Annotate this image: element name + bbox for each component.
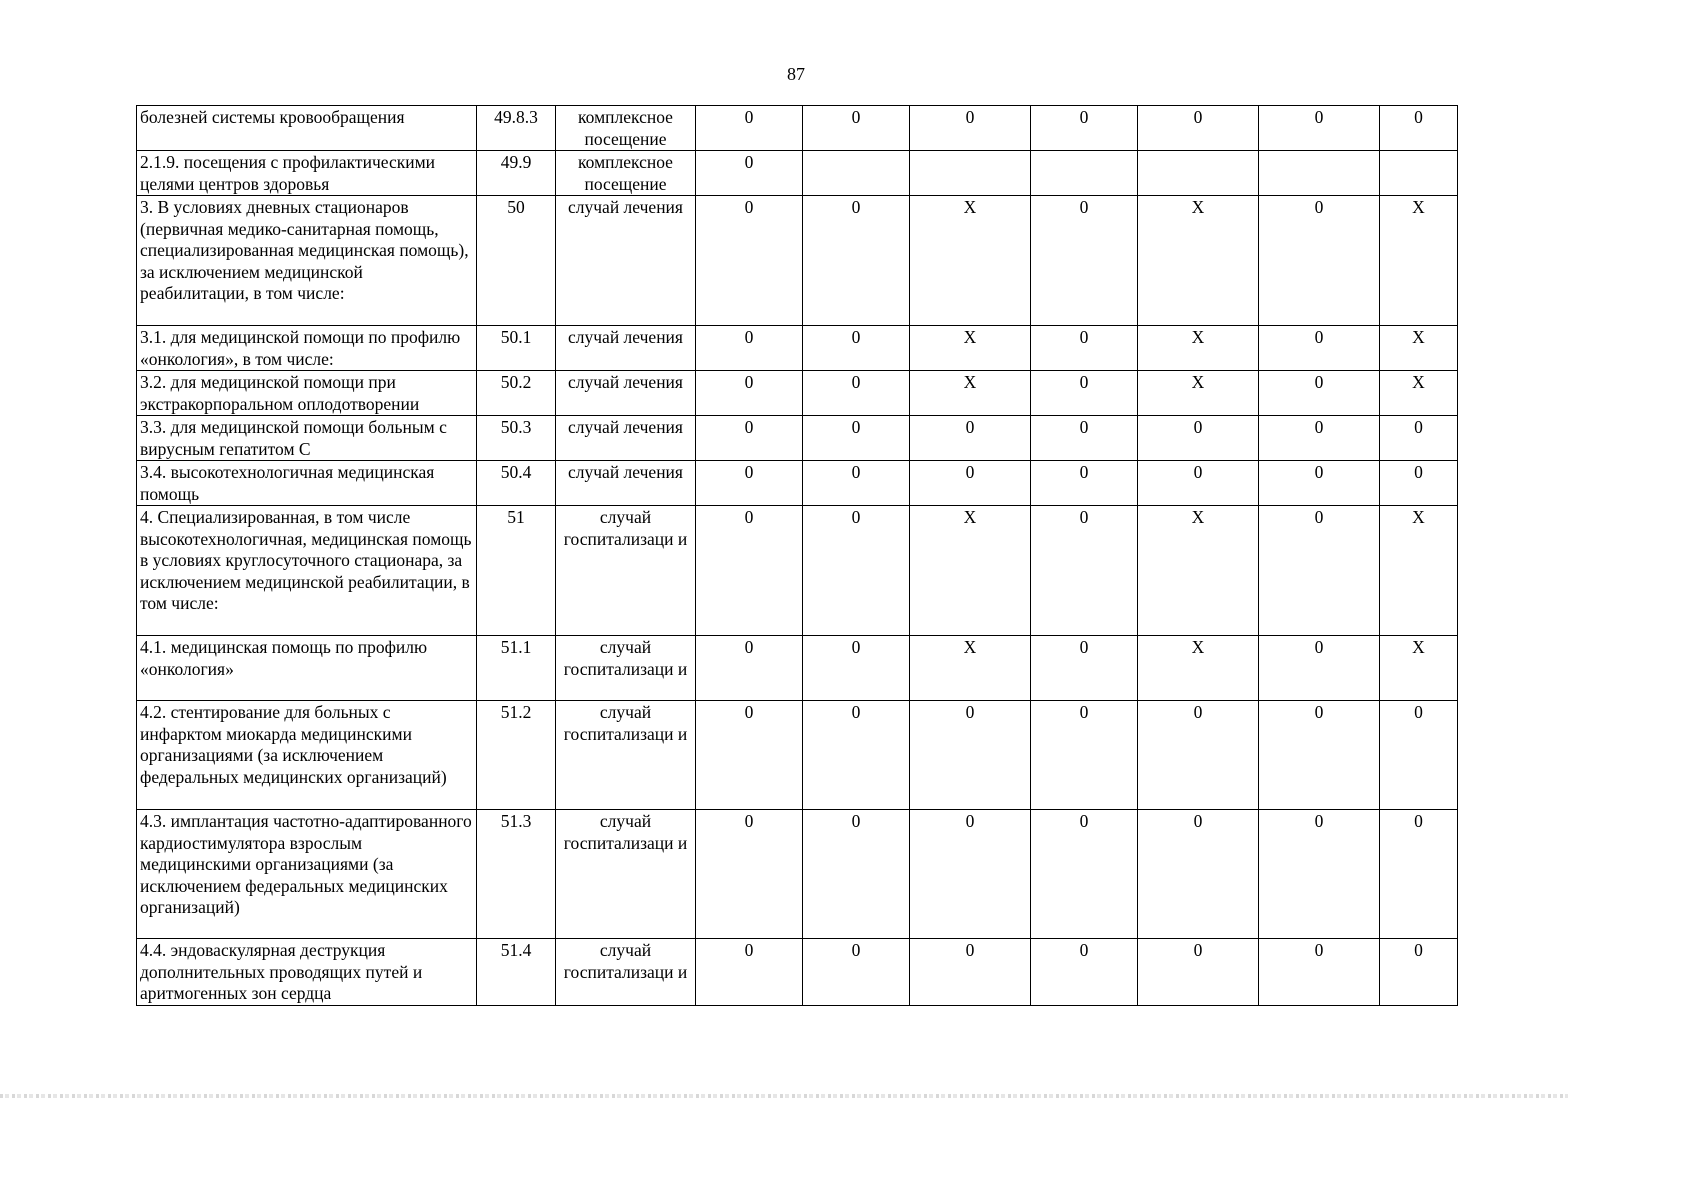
row-value — [1259, 151, 1380, 196]
row-code: 51.2 — [477, 701, 556, 810]
row-unit: случай госпитализаци и — [556, 939, 696, 1006]
table-row — [137, 701, 1458, 810]
row-value: 0 — [910, 106, 1031, 151]
row-value: 0 — [696, 151, 803, 196]
row-value — [1380, 151, 1458, 196]
row-value: 0 — [910, 701, 1031, 810]
row-value: 0 — [803, 196, 910, 326]
row-value: X — [1380, 326, 1458, 371]
row-value: X — [910, 371, 1031, 416]
table-row — [137, 506, 1458, 636]
row-value: 0 — [1259, 701, 1380, 810]
row-code: 51.4 — [477, 939, 556, 1006]
row-value: 0 — [696, 461, 803, 506]
row-description: 3. В условиях дневных стационаров (первичная медико-санитарная помощь, специализированная медицинская помощь), за исключением медицинской реабилитации, в том числе: — [137, 196, 477, 326]
row-value: X — [1138, 371, 1259, 416]
row-value: 0 — [803, 371, 910, 416]
row-value: 0 — [696, 701, 803, 810]
table-body — [137, 106, 1458, 1006]
row-code: 50 — [477, 196, 556, 326]
table-row — [137, 939, 1458, 1006]
row-description: 3.3. для медицинской помощи больным с вирусным гепатитом С — [137, 416, 477, 461]
row-value: 0 — [1031, 461, 1138, 506]
row-code: 49.8.3 — [477, 106, 556, 151]
row-value: 0 — [910, 939, 1031, 1006]
row-value: 0 — [1259, 810, 1380, 939]
row-value: 0 — [1259, 939, 1380, 1006]
row-value: 0 — [696, 196, 803, 326]
row-value: 0 — [803, 506, 910, 636]
row-value: 0 — [1380, 416, 1458, 461]
row-value: 0 — [803, 461, 910, 506]
row-value: 0 — [803, 326, 910, 371]
row-unit: случай госпитализаци и — [556, 810, 696, 939]
row-value: X — [1138, 506, 1259, 636]
row-value: 0 — [803, 636, 910, 701]
table-row — [137, 636, 1458, 701]
row-value: 0 — [696, 636, 803, 701]
row-value: 0 — [696, 506, 803, 636]
row-value: 0 — [1380, 461, 1458, 506]
page-number: 87 — [787, 64, 805, 84]
row-code: 50.1 — [477, 326, 556, 371]
row-value: 0 — [696, 939, 803, 1006]
row-unit: комплексное посещение — [556, 106, 696, 151]
row-description: 3.4. высокотехнологичная медицинская помощь — [137, 461, 477, 506]
row-code: 50.2 — [477, 371, 556, 416]
row-unit: случай лечения — [556, 461, 696, 506]
data-table — [136, 105, 1458, 1006]
row-code: 50.4 — [477, 461, 556, 506]
row-unit: случай госпитализаци и — [556, 506, 696, 636]
row-value: 0 — [1031, 636, 1138, 701]
row-value: 0 — [696, 810, 803, 939]
scan-artifact-line — [0, 1094, 1568, 1098]
row-unit: случай госпитализаци и — [556, 701, 696, 810]
table-row — [137, 810, 1458, 939]
row-unit: случай лечения — [556, 371, 696, 416]
row-value: 0 — [803, 106, 910, 151]
row-value: 0 — [803, 701, 910, 810]
row-value: 0 — [1259, 416, 1380, 461]
row-description: 4.1. медицинская помощь по профилю «онкология» — [137, 636, 477, 701]
row-value: X — [1380, 506, 1458, 636]
row-value: 0 — [696, 371, 803, 416]
row-value: 0 — [803, 416, 910, 461]
row-value: 0 — [1380, 810, 1458, 939]
table-row — [137, 151, 1458, 196]
row-value: 0 — [1138, 701, 1259, 810]
row-code: 51.3 — [477, 810, 556, 939]
row-code: 49.9 — [477, 151, 556, 196]
row-value: X — [1138, 196, 1259, 326]
row-value: 0 — [1259, 106, 1380, 151]
row-value: 0 — [1031, 416, 1138, 461]
row-unit: случай лечения — [556, 326, 696, 371]
row-value: 0 — [910, 416, 1031, 461]
row-value: 0 — [696, 106, 803, 151]
row-value: 0 — [803, 810, 910, 939]
row-value: 0 — [1380, 939, 1458, 1006]
row-value: 0 — [1138, 461, 1259, 506]
row-unit: случай лечения — [556, 196, 696, 326]
row-description: 3.2. для медицинской помощи при экстракорпоральном оплодотворении — [137, 371, 477, 416]
row-value — [803, 151, 910, 196]
row-value: 0 — [910, 461, 1031, 506]
row-value: X — [1138, 326, 1259, 371]
row-description: 4.4. эндоваскулярная деструкция дополнительных проводящих путей и аритмогенных зон сердца — [137, 939, 477, 1006]
row-value: X — [1138, 636, 1259, 701]
row-value: 0 — [1380, 701, 1458, 810]
row-description: болезней системы кровообращения — [137, 106, 477, 151]
row-value: 0 — [1031, 506, 1138, 636]
row-value: X — [1380, 196, 1458, 326]
row-value: 0 — [1031, 810, 1138, 939]
row-code: 50.3 — [477, 416, 556, 461]
row-value: 0 — [1259, 196, 1380, 326]
row-value: 0 — [1259, 506, 1380, 636]
row-description: 2.1.9. посещения с профилактическими целями центров здоровья — [137, 151, 477, 196]
row-value: 0 — [1138, 810, 1259, 939]
row-value: 0 — [696, 326, 803, 371]
table-row — [137, 196, 1458, 326]
row-value — [1031, 151, 1138, 196]
table-row — [137, 371, 1458, 416]
table-row — [137, 461, 1458, 506]
row-value: X — [910, 636, 1031, 701]
row-value: 0 — [1031, 371, 1138, 416]
row-unit: комплексное посещение — [556, 151, 696, 196]
row-description: 4.3. имплантация частотно-адаптированного кардиостимулятора взрослым медицинскими организациями (за исключением федеральных медицинских организаций) — [137, 810, 477, 939]
row-code: 51.1 — [477, 636, 556, 701]
row-value: 0 — [1259, 461, 1380, 506]
row-description: 3.1. для медицинской помощи по профилю «онкология», в том числе: — [137, 326, 477, 371]
row-value: 0 — [1031, 701, 1138, 810]
row-value: 0 — [1138, 416, 1259, 461]
row-value: 0 — [1259, 326, 1380, 371]
row-code: 51 — [477, 506, 556, 636]
row-description: 4.2. стентирование для больных с инфарктом миокарда медицинскими организациями (за исключением федеральных медицинских организаций) — [137, 701, 477, 810]
row-value: 0 — [1259, 636, 1380, 701]
table-row — [137, 326, 1458, 371]
row-description: 4. Специализированная, в том числе высокотехнологичная, медицинская помощь в условиях круглосуточного стационара, за исключением медицинской реабилитации, в том числе: — [137, 506, 477, 636]
row-value: 0 — [1031, 326, 1138, 371]
row-value: X — [910, 506, 1031, 636]
table-row — [137, 106, 1458, 151]
row-value — [910, 151, 1031, 196]
row-value: 0 — [1138, 106, 1259, 151]
row-value: X — [1380, 371, 1458, 416]
row-value — [1138, 151, 1259, 196]
table-row — [137, 416, 1458, 461]
row-value: 0 — [1031, 106, 1138, 151]
row-value: 0 — [910, 810, 1031, 939]
row-value: 0 — [1031, 939, 1138, 1006]
row-value: X — [1380, 636, 1458, 701]
row-value: 0 — [803, 939, 910, 1006]
row-value: 0 — [1259, 371, 1380, 416]
row-unit: случай госпитализаци и — [556, 636, 696, 701]
row-value: 0 — [696, 416, 803, 461]
row-value: X — [910, 326, 1031, 371]
row-value: 0 — [1031, 196, 1138, 326]
row-unit: случай лечения — [556, 416, 696, 461]
row-value: 0 — [1138, 939, 1259, 1006]
row-value: X — [910, 196, 1031, 326]
row-value: 0 — [1380, 106, 1458, 151]
